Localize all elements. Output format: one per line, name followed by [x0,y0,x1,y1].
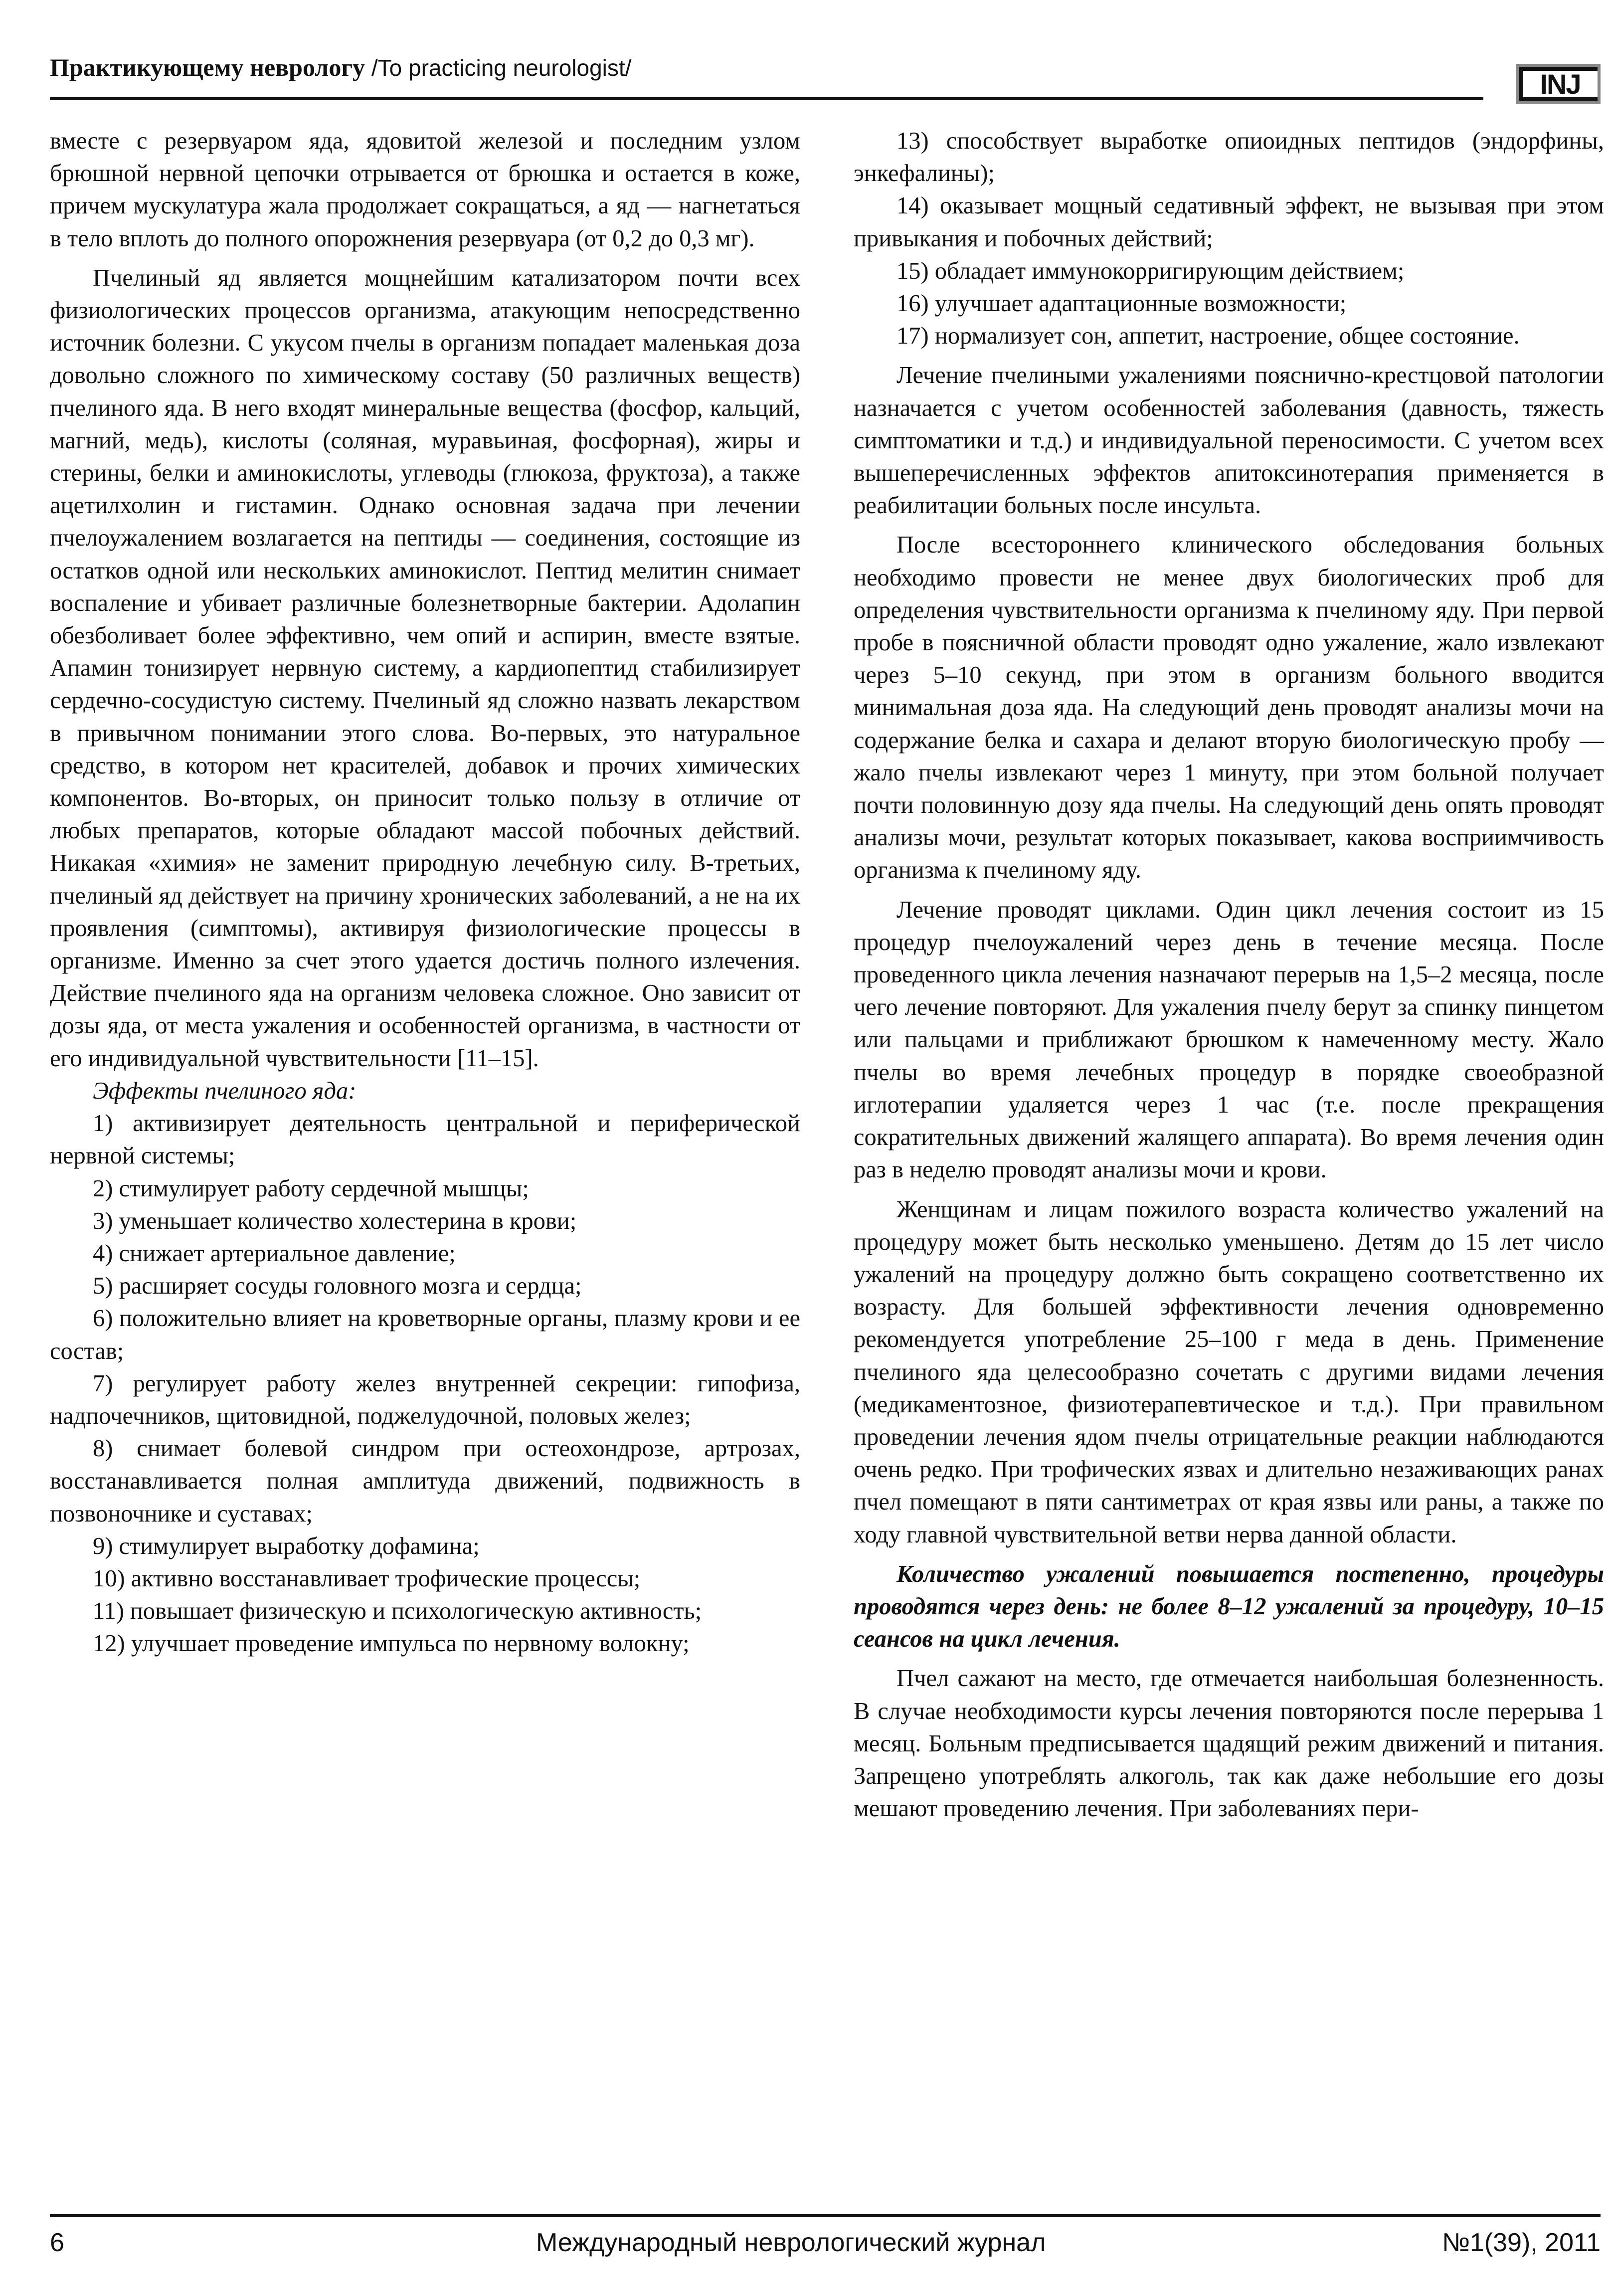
list-item: 4) снижает артериальное давление; [93,1240,456,1267]
list-item: 6) положительно влияет на кроветворные органы, плазму крови и ее состав; [50,1305,800,1364]
list-item: 15) обладает иммунокорригирующим действием; [896,257,1405,284]
effects-heading: Эффекты пчелиного яда: [93,1077,357,1104]
right-column [854,125,1604,1825]
list-item: 7) регулирует работу желез внутренней секреции: гипофиза, надпочечников, щитовидной, поджелудочной, половых желез; [50,1370,800,1429]
paragraph: Лечение пчелиными ужалениями пояснично-крестцовой патологии назначается с учетом особенностей заболевания (давность, тяжесть симптоматики и т.д.) и индивидуальной переносимости. С учетом всех вышеперечисленных эффектов апитоксинотерапия применяется в реабилитации больных после инсульта. [854,362,1604,519]
journal-logo [1516,64,1601,104]
paragraph: После всестороннего клинического обследования больных необходимо провести не менее двух биологических проб для определения чувствительности организма к пчелиному яду. При первой пробе в поясничной области проводят одно ужаление, жало извлекают через 5–10 секунд, при этом в организм больного вводится минимальная доза яда. На следующий день проводят анализы мочи на содержание белка и сахара и делают вторую биологическую пробу — жало пчелы извлекают через 1 минуту, при этом больной получает почти половинную дозу яда пчелы. На следующий день опять проводят анализы мочи, результат которых показывает, какова восприимчивость организма к пчелиному яду. [854,532,1604,884]
list-item: 2) стимулирует работу сердечной мышцы; [93,1175,529,1202]
footer-rule [50,2214,1601,2217]
header-rule [50,97,1483,100]
paragraph: Женщинам и лицам пожилого возраста количество ужалений на процедуру может быть несколько уменьшено. Детям до 15 лет число ужалений на процедуру должно быть сокращено соответственно их возрасту. Для большей эффективности лечения одновременно рекомендуется употребление 25–100 г меда в день. Применение пчелиного яда целесообразно сочетать с другими видами лечения (медикаментозное, физиотерапевтическое и т.д.). При правильном проведении лечения ядом пчелы отрицательные реакции наблюдаются очень редко. При трофических язвах и длительно незаживающих ранах пчел помещают в пяти сантиметрах от края язвы или раны, а также по ходу главной чувствительной ветви нерва данной области. [854,1196,1604,1548]
list-item: 11) повышает физическую и психологическую активность; [93,1598,702,1625]
list-item: 1) активизирует деятельность центральной и периферической нервной системы; [50,1110,800,1169]
running-header [50,52,1476,83]
page-number: 6 [50,2228,64,2257]
list-item: 17) нормализует сон, аппетит, настроение, общее состояние. [896,323,1520,350]
list-item: 10) активно восстанавливает трофические процессы; [93,1565,641,1592]
running-footer [50,2225,1601,2260]
section-title-ru: Практикующему неврологу [50,53,365,81]
list-item: 8) снимает болевой синдром при остеохондрозе, артрозах, восстанавливается полная амплитуда движений, подвижность в позвоночнике и суставах; [50,1435,800,1527]
list-item: 13) способствует выработке опиоидных пептидов (эндорфины, энкефалины); [854,128,1604,187]
list-item: 12) улучшает проведение импульса по нервному волокну; [93,1630,690,1657]
section-title-en: /To practicing neurologist/ [365,55,632,81]
paragraph: Пчелиный яд является мощнейшим катализатором почти всех физиологических процессов организма, атакующим непосредственно источник болезни. С укусом пчелы в организм попадает маленькая доза довольно сложного по химическому составу (50 различных веществ) пчелиного яда. В него входят минеральные вещества (фосфор, кальций, магний, медь), кислоты (соляная, муравьиная, фосфорная), жиры и стерины, белки и аминокислоты, углеводы (глюкоза, фруктоза), а также ацетилхолин и гистамин. Однако основная задача при лечении пчелоужалением возлагается на пептиды — соединения, состоящие из остатков одной или нескольких аминокислот. Пептид мелитин снимает воспаление и убивает различные болезнетворные бактерии. Адолапин обезболивает более эффективно, чем опий и аспирин, вместе взятые. Апамин тонизирует нервную систему, а кардиопептид стабилизирует сердечно-сосудистую систему. Пчелиный яд сложно назвать лекарством в привычном понимании этого слова. Во-первых, это натуральное средство, в котором нет красителей, добавок и прочих химических компонентов. Во-вторых, он приносит только пользу в отличие от любых препаратов, которые обладают массой побочных действий. Никакая «химия» не заменит природную лечебную силу. В-третьих, пчелиный яд действует на причину хронических заболеваний, а не на их проявления (симптомы), активируя физиологические процессы в организме. Именно за счет этого удается достичь полного излечения. Действие пчелиного яда на организм человека сложное. Оно зависит от дозы яда, от места ужаления и особенностей организма, в частности от его индивидуальной чувствительности [11–15]. [50,264,800,1072]
list-item: 16) улучшает адаптационные возможности; [896,290,1347,317]
paragraph: Пчел сажают на место, где отмечается наибольшая болезненность. В случае необходимости курсы лечения повторяются после перерыва 1 месяц. Больным предписывается щадящий режим движений и питания. Запрещено употреблять алкоголь, так как даже небольшие его дозы мешают проведению лечения. При заболеваниях пери- [854,1665,1604,1822]
logo-text: INJ [1519,67,1598,101]
journal-title: Международный неврологический журнал [536,2228,1046,2257]
paragraph: вместе с резервуаром яда, ядовитой железой и последним узлом брюшной нервной цепочки отрывается от брюшка и остается в коже, причем мускулатура жала продолжает сокращаться, а яд — нагнетаться в тело вплоть до полного опорожнения резервуара (от 0,2 до 0,3 мг). [50,128,800,252]
paragraph: Лечение проводят циклами. Один цикл лечения состоит из 15 процедур пчелоужалений через день в течение месяца. После проведенного цикла лечения назначают перерыв на 1,5–2 месяца, после чего лечение повторяют. Для ужаления пчелу берут за спинку пинцетом или пальцами и приближают брюшком к намеченному месту. Жало пчелы во время лечебных процедур в порядке своеобразной иглотерапии удаляется через 1 час (т.е. после прекращения сократительных движений жалящего аппарата). Во время лечения один раз в неделю проводят анализы мочи и крови. [854,896,1604,1183]
list-item: 9) стимулирует выработку дофамина; [93,1532,480,1559]
list-item: 3) уменьшает количество холестерина в крови; [93,1207,577,1234]
highlighted-paragraph: Количество ужалений повышается постепенно, процедуры проводятся через день: не более 8–12 ужалений за процедуру, 10–15 сеансов на цикл лечения. [854,1560,1604,1653]
list-item: 14) оказывает мощный седативный эффект, не вызывая при этом привыкания и побочных действий; [854,192,1604,252]
left-column [50,125,800,1660]
list-item: 5) расширяет сосуды головного мозга и сердца; [93,1273,582,1300]
issue-number: №1(39), 2011 [1442,2228,1601,2257]
